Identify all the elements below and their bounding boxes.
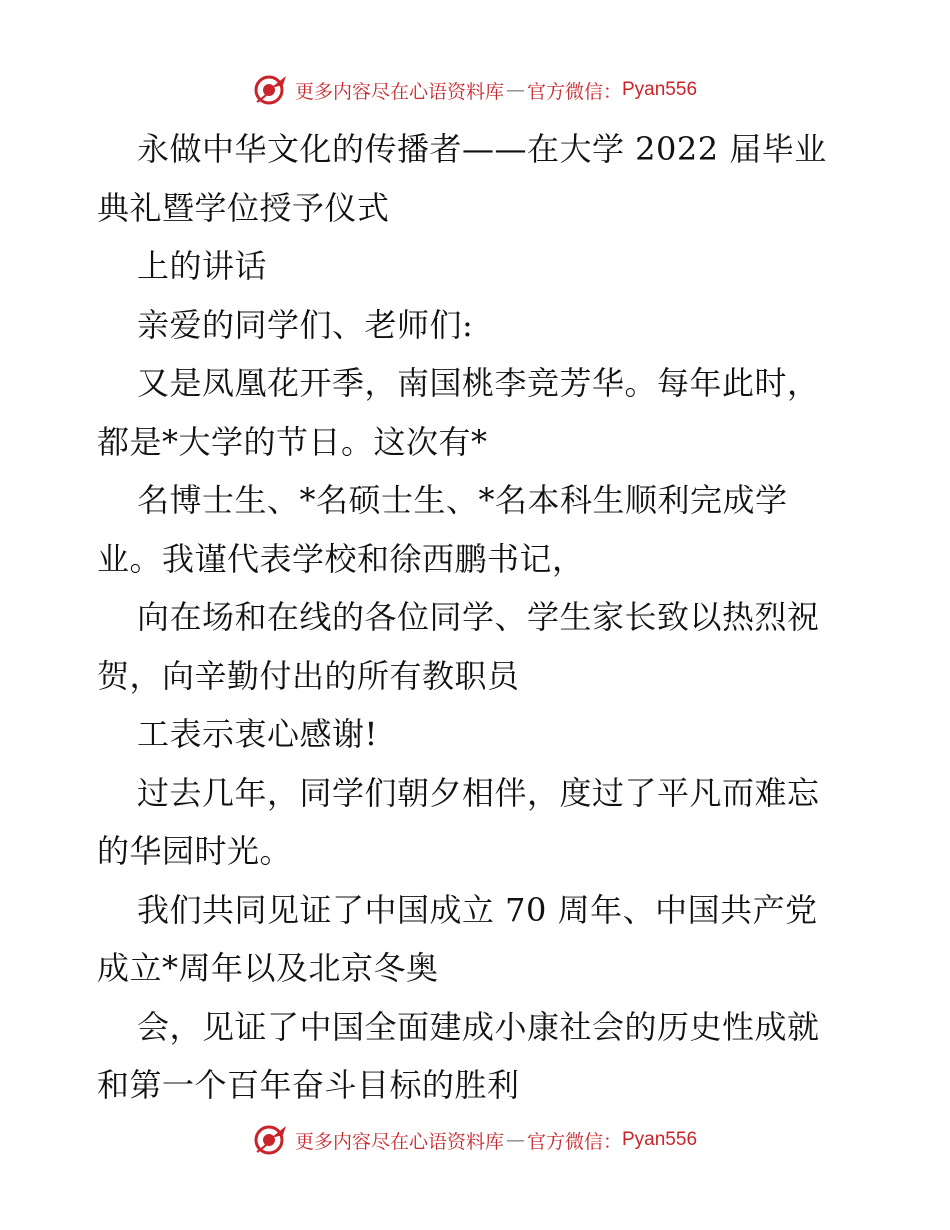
pen-nib-logo-icon <box>253 1122 289 1158</box>
text-line: 我们共同见证了中国成立 70 周年、中国共产党 <box>137 890 818 929</box>
banner-dash: — <box>505 1129 525 1151</box>
text-line: 名博士生、*名硕士生、*名本科生顺利完成学 <box>137 481 788 519</box>
header-banner-text <box>295 77 697 104</box>
text-line: 又是凤凰花开季，南国桃李竞芳华。每年此时， <box>137 364 820 402</box>
banner-lead-text: 更多内容尽在心语资料库 <box>294 80 504 103</box>
banner-wechat-label: 官方微信： <box>526 80 622 103</box>
header-banner <box>0 70 950 110</box>
text-line: 亲爱的同学们、老师们: <box>137 305 474 344</box>
text-line: 贺，向辛勤付出的所有教职员 <box>97 656 520 695</box>
banner-lead-text: 更多内容尽在心语资料库 <box>294 1130 504 1153</box>
banner-dash: — <box>505 79 525 101</box>
banner-wechat-label: 官方微信： <box>526 1130 622 1153</box>
footer-banner-text <box>295 1127 697 1154</box>
text-line: 都是*大学的节日。这次有* <box>97 422 488 461</box>
text-line: 成立*周年以及北京冬奥 <box>97 949 439 987</box>
text-line: 永做中华文化的传播者——在大学 2022 届毕业 <box>137 130 827 168</box>
banner-wechat-id: Pyan556 <box>622 79 698 100</box>
text-line: 向在场和在线的各位同学、学生家长致以热烈祝 <box>137 598 820 636</box>
pen-nib-logo-icon <box>253 72 289 108</box>
text-line: 上的讲话 <box>137 247 268 285</box>
text-line: 的华园时光。 <box>97 832 293 870</box>
text-line: 业。我谨代表学校和徐西鹏书记， <box>97 539 585 578</box>
document-body <box>97 120 857 1115</box>
text-line: 和第一个百年奋斗目标的胜利 <box>97 1066 520 1104</box>
footer-banner <box>0 1120 950 1160</box>
banner-wechat-id: Pyan556 <box>622 1129 698 1150</box>
text-line: 会，见证了中国全面建成小康社会的历史性成就 <box>137 1007 820 1046</box>
text-line: 过去几年，同学们朝夕相伴，度过了平凡而难忘 <box>137 773 820 812</box>
text-line: 典礼暨学位授予仪式 <box>97 188 390 227</box>
text-line: 工表示衷心感谢! <box>137 715 378 753</box>
